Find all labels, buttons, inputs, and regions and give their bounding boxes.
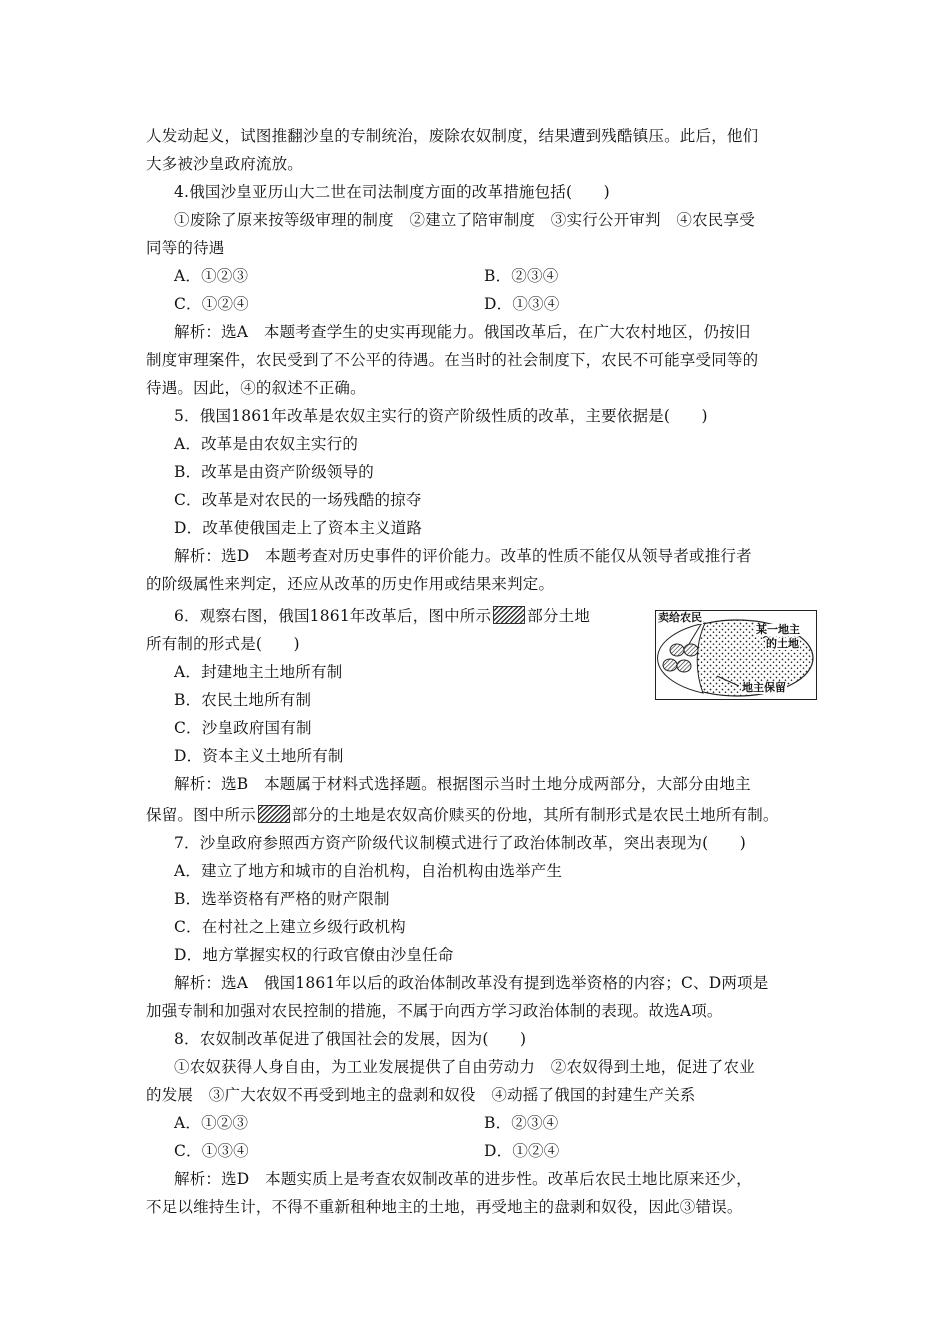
q5-analysis: 解析：选D 本题考查对历史事件的评价能力。改革的性质不能仅从领导者或推行者 <box>174 547 752 565</box>
question-8: 8．农奴制改革促进了俄国社会的发展，因为( ) <box>174 1030 527 1048</box>
land-division-figure <box>655 610 817 700</box>
landlord-retained-label: 地主保留 <box>742 681 786 694</box>
q4-option-b: B．②③④ <box>484 267 559 285</box>
q8-option-b: B．②③④ <box>484 1114 559 1132</box>
q4-option-d: D．①③④ <box>484 295 560 313</box>
text-line: 人发动起义，试图推翻沙皇的专制统治，废除农奴制度，结果遭到残酷镇压。此后，他们 <box>146 127 759 145</box>
q4-analysis: 解析：选A 本题考查学生的史实再现能力。俄国改革后，在广大农村地区，仍按旧 <box>174 323 751 341</box>
q8-option-c: C．①③④ <box>174 1142 249 1160</box>
landlord-land-label-2: 的土地 <box>766 637 799 650</box>
q6-analysis-text: 保留。图中所示 <box>146 806 256 824</box>
q5-option-a: A．改革是由农奴主实行的 <box>174 435 359 453</box>
hatched-land-icon <box>258 805 290 823</box>
q6-option-a: A．封建地主土地所有制 <box>174 663 343 681</box>
question-4: 4.俄国沙皇亚历山大二世在司法制度方面的改革措施包括( ) <box>174 183 610 201</box>
question-6-text-tail: 部分土地 <box>527 607 591 625</box>
question-7: 7．沙皇政府参照西方资产阶级代议制模式进行了政治体制改革，突出表现为( ) <box>174 834 747 852</box>
question-6-cont: 所有制的形式是( ) <box>146 635 300 653</box>
question-5: 5．俄国1861年改革是农奴主实行的资产阶级性质的改革，主要依据是( ) <box>174 407 708 425</box>
question-6-text: 6．观察右图，俄国1861年改革后，图中所示 <box>174 607 492 625</box>
question-8-statements-cont: 的发展 ③广大农奴不再受到地主的盘剥和奴役 ④动摇了俄国的封建生产关系 <box>146 1086 696 1104</box>
q6-analysis: 解析：选B 本题属于材料式选择题。根据图示当时土地分成两部分，大部分由地主 <box>174 775 751 793</box>
q7-option-d: D．地方掌握实权的行政官僚由沙皇任命 <box>174 946 454 964</box>
q5-analysis-cont: 的阶级属性来判定，还应从改革的历史作用或结果来判定。 <box>146 575 555 593</box>
q7-analysis-cont: 加强专制和加强对农民控制的措施，不属于向西方学习政治体制的表现。故选A项。 <box>146 1002 723 1020</box>
q7-option-a: A．建立了地方和城市的自治机构，自治机构由选举产生 <box>174 862 563 880</box>
q6-option-b: B．农民土地所有制 <box>174 691 312 709</box>
sold-to-peasants-label: 卖给农民 <box>658 611 702 624</box>
q4-analysis-cont: 制度审理案件，农民受到了不公平的待遇。在当时的社会制度下，农民不可能享受同等的 <box>146 351 759 369</box>
landlord-land-label-1: 某一地主 <box>756 623 800 636</box>
q8-option-d: D．①②④ <box>484 1142 560 1160</box>
q4-analysis-cont: 待遇。因此，④的叙述不正确。 <box>146 379 366 397</box>
hatched-land-icon <box>493 606 525 624</box>
q4-option-a: A．①②③ <box>174 267 249 285</box>
q7-option-c: C．在村社之上建立乡级行政机构 <box>174 918 406 936</box>
question-6 <box>174 606 590 626</box>
q6-analysis-cont <box>146 805 779 825</box>
q5-option-c: C．改革是对农民的一场残酷的掠夺 <box>174 491 422 509</box>
q8-analysis: 解析：选D 本题实质上是考查农奴制改革的进步性。改革后农民土地比原来还少， <box>174 1170 752 1188</box>
q5-option-b: B．改革是由资产阶级领导的 <box>174 463 374 481</box>
q4-option-c: C．①②④ <box>174 295 249 313</box>
question-4-statements: ①废除了原来按等级审理的制度 ②建立了陪审制度 ③实行公开审判 ④农民享受 <box>174 211 755 229</box>
q6-analysis-text-tail: 部分的土地是农奴高价赎买的份地，其所有制形式是农民土地所有制。 <box>291 806 779 824</box>
q8-analysis-cont: 不足以维持生计，不得不重新租种地主的土地，再受地主的盘剥和奴役，因此③错误。 <box>146 1198 743 1216</box>
question-4-statements-cont: 同等的待遇 <box>146 239 225 257</box>
q8-option-a: A．①②③ <box>174 1114 249 1132</box>
q6-option-d: D．资本主义土地所有制 <box>174 747 344 765</box>
q6-option-c: C．沙皇政府国有制 <box>174 719 312 737</box>
text-line: 大多被沙皇政府流放。 <box>146 155 304 173</box>
question-8-statements: ①农奴获得人身自由，为工业发展提供了自由劳动力 ②农奴得到土地，促进了农业 <box>174 1058 755 1076</box>
q7-option-b: B．选举资格有严格的财产限制 <box>174 890 390 908</box>
q5-option-d: D．改革使俄国走上了资本主义道路 <box>174 519 423 537</box>
q7-analysis: 解析：选A 俄国1861年以后的政治体制改革没有提到选举资格的内容；C、D两项是 <box>174 974 769 992</box>
